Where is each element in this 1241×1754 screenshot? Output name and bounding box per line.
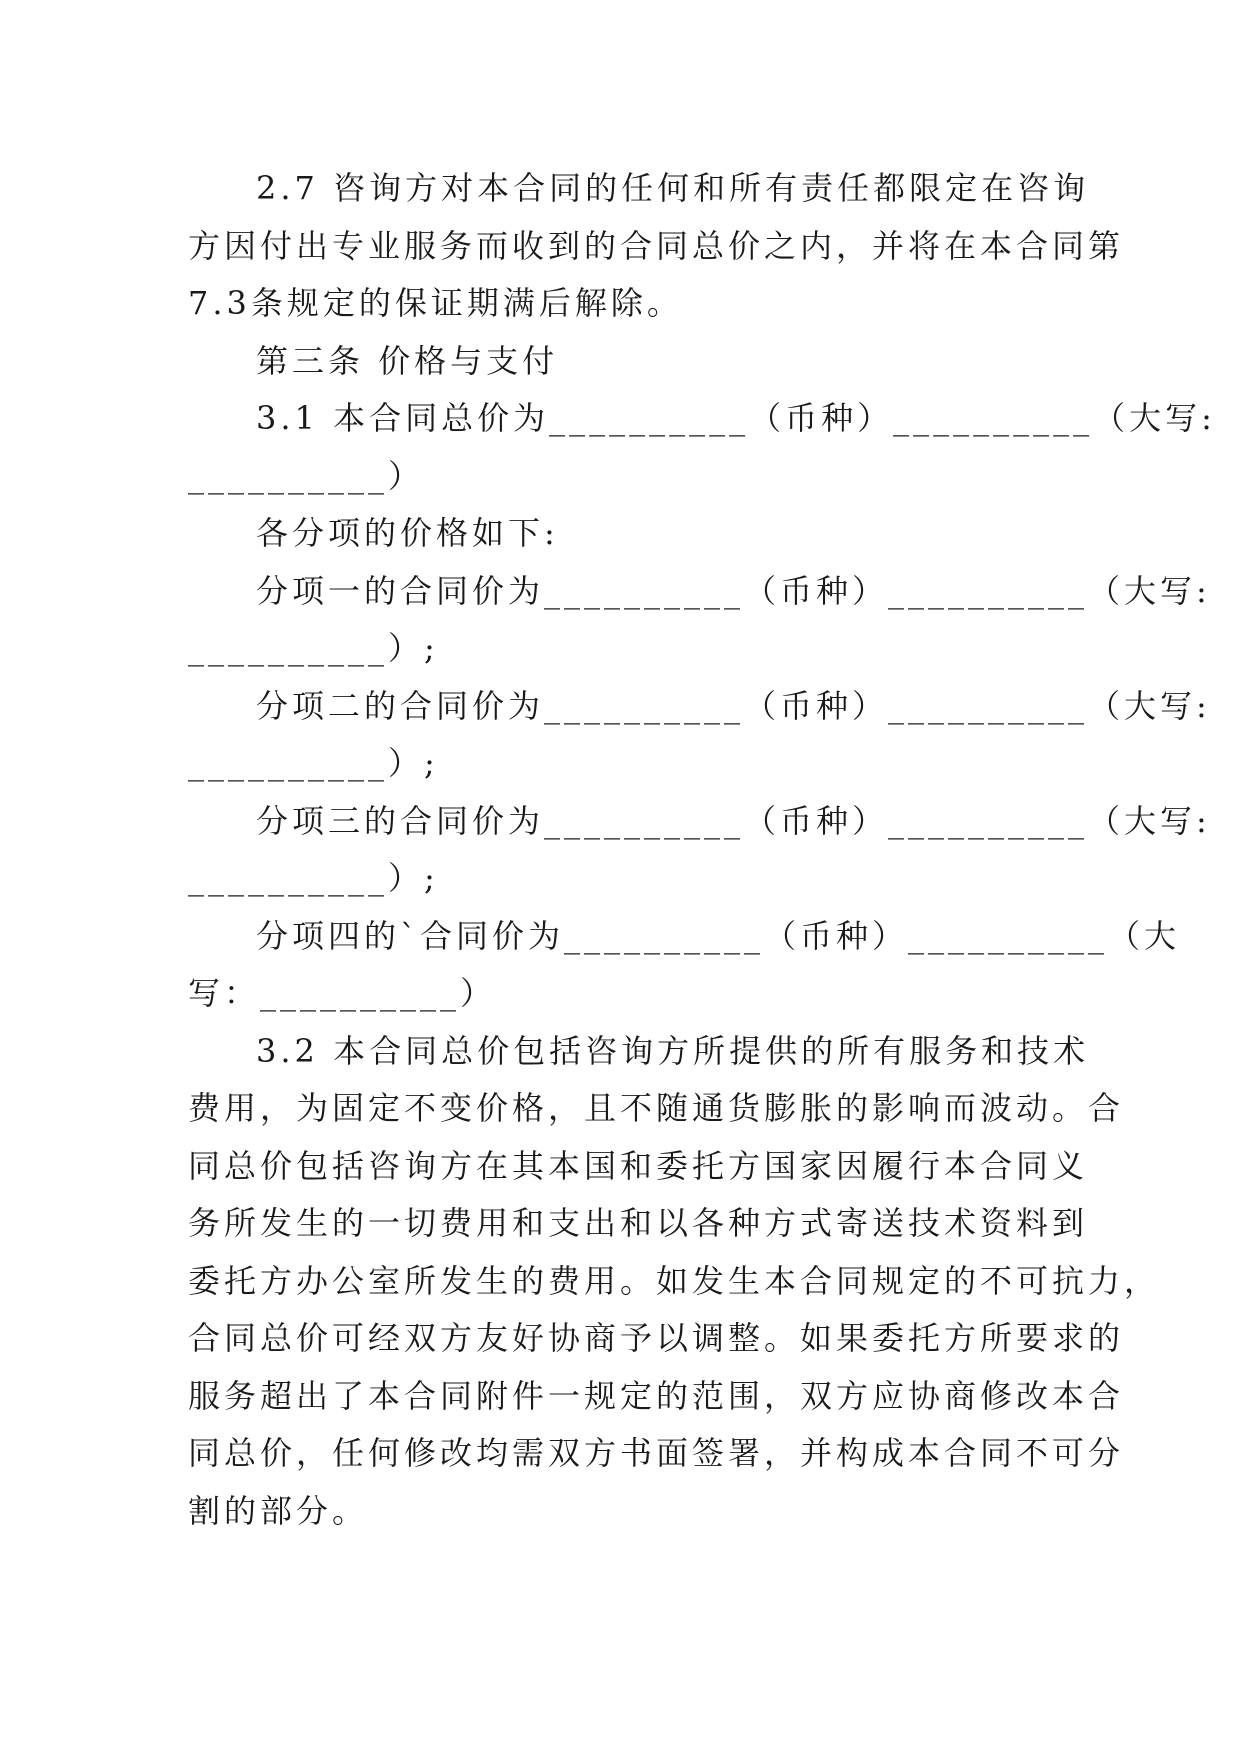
sub-item-1-line-2: __________）;	[188, 629, 439, 667]
clause-3-2-line-7: 服务超出了本合同附件一规定的范围，双方应协商修改本合	[188, 1377, 1125, 1415]
clause-2-7-line-2: 方因付出专业服务而收到的合同总价之内，并将在本合同第	[188, 227, 1125, 265]
clause-3-2-line-2: 费用，为固定不变价格，且不随通货膨胀的影响而波动。合	[188, 1089, 1125, 1127]
article-3-heading: 第三条 价格与支付	[256, 342, 559, 380]
clause-3-2-line-9: 割的部分。	[188, 1492, 369, 1530]
sub-item-3-line-1: 分项三的合同价为__________（币种）__________（大写:	[256, 802, 1211, 840]
sub-items-intro: 各分项的价格如下:	[256, 514, 559, 552]
clause-3-2-line-1: 3.2 本合同总价包括咨询方所提供的所有服务和技术	[256, 1032, 1090, 1070]
sub-item-3-line-2: __________）;	[188, 859, 439, 897]
clause-3-2-line-3: 同总价包括咨询方在其本国和委托方国家因履行本合同义	[188, 1147, 1089, 1185]
sub-item-2-line-1: 分项二的合同价为__________（币种）__________（大写:	[256, 687, 1211, 725]
clause-3-2-line-4: 务所发生的一切费用和支出和以各种方式寄送技术资料到	[188, 1204, 1089, 1242]
clause-3-2-line-8: 同总价，任何修改均需双方书面签署，并构成本合同不可分	[188, 1434, 1125, 1472]
sub-item-4-line-2: 写：__________）	[188, 974, 497, 1012]
clause-3-2-line-6: 合同总价可经双方友好协商予以调整。如果委托方所要求的	[188, 1319, 1125, 1357]
clause-2-7-line-3: 7.3条规定的保证期满后解除。	[188, 284, 683, 322]
clause-3-1-line-1: 3.1 本合同总价为__________（币种）__________（大写:	[256, 399, 1216, 437]
clause-3-2-line-5: 委托方办公室所发生的费用。如发生本合同规定的不可抗力，	[188, 1262, 1161, 1300]
sub-item-2-line-2: __________）;	[188, 744, 439, 782]
sub-item-4-line-1: 分项四的`合同价为__________（币种）__________（大	[256, 917, 1181, 955]
clause-2-7-line-1: 2.7 咨询方对本合同的任何和所有责任都限定在咨询	[256, 169, 1090, 207]
sub-item-1-line-1: 分项一的合同价为__________（币种）__________（大写:	[256, 572, 1211, 610]
clause-3-1-line-2: __________）	[188, 457, 425, 495]
